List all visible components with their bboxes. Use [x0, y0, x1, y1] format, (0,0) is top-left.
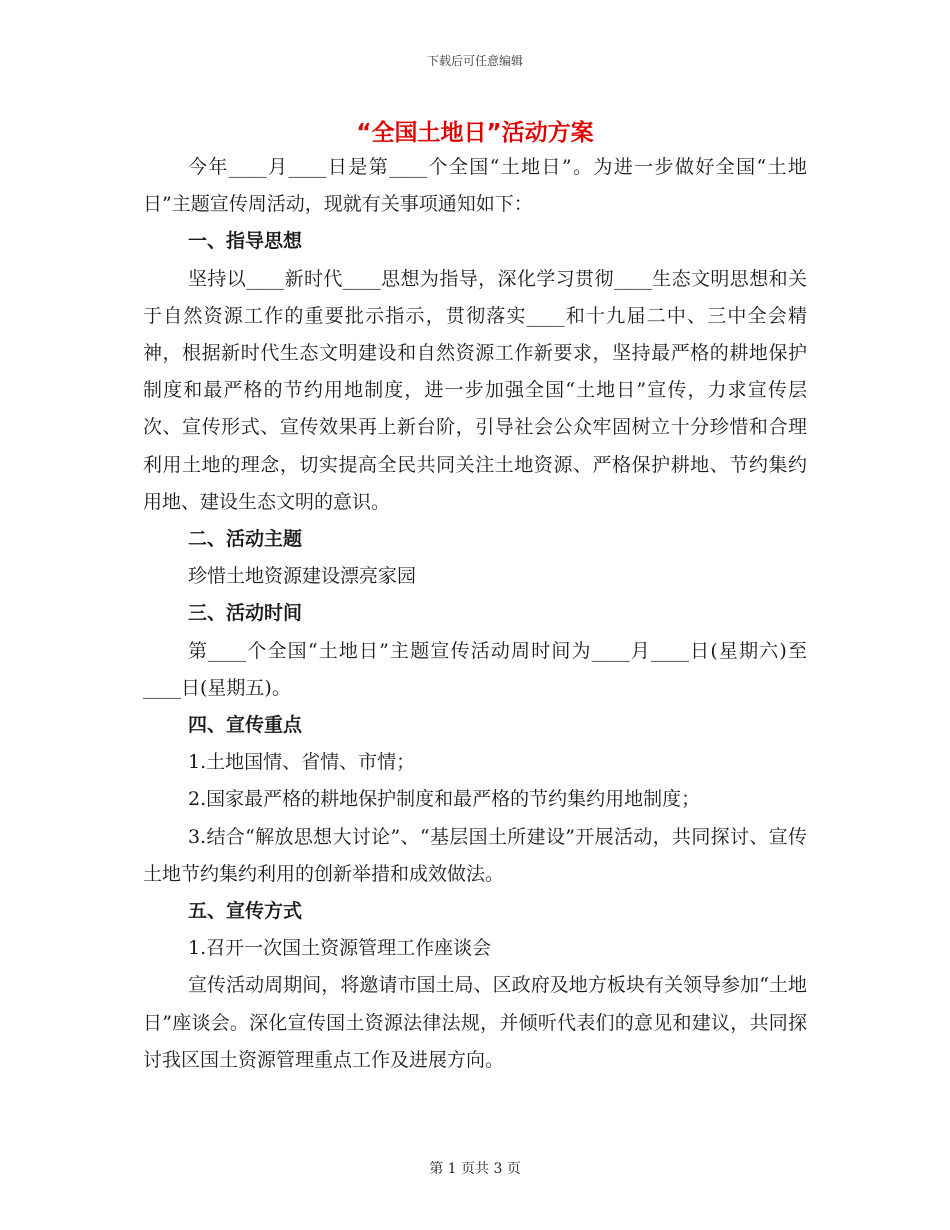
header-note: 下载后可任意编辑: [426, 54, 523, 68]
section-heading-theme: 二、活动主题: [188, 528, 303, 551]
section-heading-focus: 四、宣传重点: [188, 714, 303, 737]
focus-item-2: 2.国家最严格的耕地保护制度和最严格的节约集约用地制度；: [188, 788, 701, 811]
focus-item-1: 1.土地国情、省情、市情；: [188, 751, 416, 774]
time-paragraph: 第____个全国“土地日”主题宣传活动周时间为____月____日(星期六)至____日(星期五)。: [143, 639, 807, 699]
section-heading-guiding-ideology: 一、指导思想: [188, 230, 303, 253]
theme-paragraph: 珍惜土地资源建设漂亮家园: [188, 565, 417, 588]
section-heading-time: 三、活动时间: [188, 602, 303, 625]
section-heading-methods: 五、宣传方式: [188, 900, 303, 923]
intro-paragraph: 今年____月____日是第____个全国“土地日”。为进一步做好全国“土地日”主题宣传周活动，现就有关事项通知如下：: [143, 156, 807, 216]
methods-paragraph: 宣传活动周期间，将邀请市国土局、区政府及地方板块有关领导参加“土地日”座谈会。深化宣传国土资源法律法规，并倾听代表们的意见和建议，共同探讨我区国土资源管理重点工作及进展方向。: [143, 974, 807, 1071]
focus-item-3: 3.结合“解放思想大讨论”、“基层国土所建设”开展活动，共同探讨、宣传土地节约集约利用的创新举措和成效做法。: [143, 825, 807, 885]
document-body: [143, 149, 807, 1079]
guiding-ideology-paragraph: 坚持以____新时代____思想为指导，深化学习贯彻____生态文明思想和关于自然资源工作的重要批示指示，贯彻落实____和十九届二中、三中全会精神，根据新时代生态文明建设和自然资源工作新要求，坚持最严格的耕地保护制度和最严格的节约用地制度，进一步加强全国“土地日”宣传，力求宣传层次、宣传形式、宣传效果再上新台阶，引导社会公众牢固树立十分珍惜和合理利用土地的理念，切实提高全民共同关注土地资源、严格保护耕地、节约集约用地、建设生态文明的意识。: [143, 267, 807, 513]
methods-item-1: 1.召开一次国土资源管理工作座谈会: [188, 937, 492, 960]
document-title: “全国土地日”活动方案: [356, 120, 594, 146]
page-footer: 第 1 页共 3 页: [429, 1161, 521, 1177]
